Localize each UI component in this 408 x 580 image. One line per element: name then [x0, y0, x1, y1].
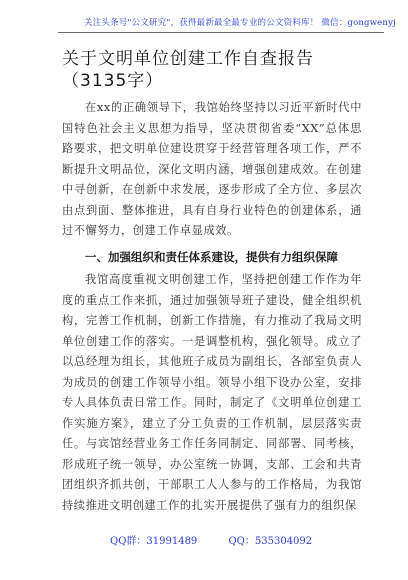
intro-paragraph: 在xx的正确领导下，我馆始终坚持以习近平新时代中国特色社会主义思想为指导，坚决贯彻省委“XX”总体思路要求，把文明单位建设贯穿于经营管理各项工作，严不断提升文明品位，深化文明内涵，增强创建成效。在创建中寻创新，在创新中求发展，逐步形成了全方位、多层次由点到面、整体推进，具有自身行业特色的创建体系，通过不懈努力，创建工作卓显成效。 [62, 101, 362, 237]
section-heading: 一、加强组织和责任体系建设，提供有力组织保障 [85, 250, 338, 264]
section-paragraph: 我馆高度重视文明创建工作，坚持把创建工作作为年度的重点工作来抓，通过加强领导班子建设，健全组织机构，完善工作机制，创新工作措施，有力推动了我局文明单位创建工作的落实。一是调整机构，强化领导。成立了以总经理为组长，其他班子成员为副组长，各部室负责人为成员的创建工作领导小组。领导小组下设办公室，安排专人具体负责日常工作。同时，制定了《文明单位创建工作实施方案》，建立了分工负责的工作机制，层层落实责任。与宾馆经营业务工作任务同制定、同部署、同考核，形成班子统一领导，办公室统一协调，支部、工会和共青团组织齐抓共创，干部职工人人参与的工作格局，为我馆持续推进文明创建工作的扎实开展提供了强有力的组织保 [62, 273, 362, 512]
document-title: 关于文明单位创建工作自查报告（3135字） [62, 49, 314, 91]
footer-contact [110, 532, 313, 547]
header-divider [58, 32, 384, 33]
header-promo-note: 关注头条号"公文研究"，获得最新最全最专业的公文资料库！ 微信：gongwenyj [84, 18, 396, 28]
footer-qq-group: QQ群：31991489 [110, 536, 198, 547]
footer-qq: QQ：535304092 [228, 536, 313, 547]
